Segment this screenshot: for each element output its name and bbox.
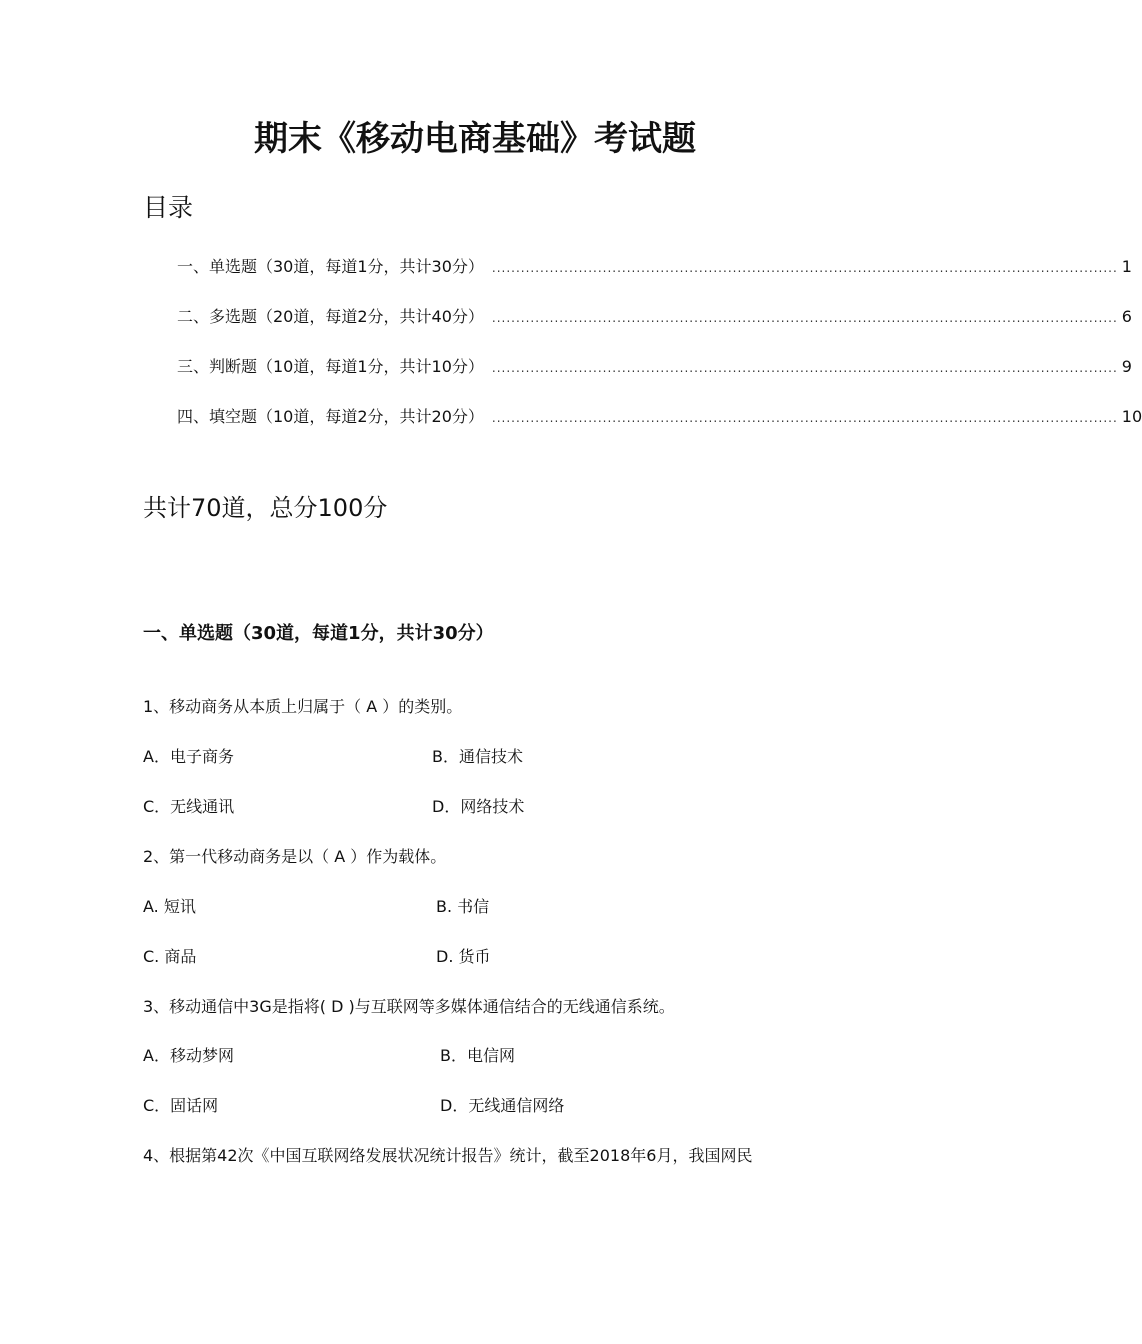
option-b: B．电信网 [440,1046,515,1065]
toc-dot-leader: .................................................................................................................................. [491,311,1118,325]
toc-item-label: 二、多选题（20道，每道2分，共计40分） [177,307,484,326]
total-summary: 共计70道，总分100分 [143,494,388,522]
option-c: C. 商品 [143,947,197,966]
option-d: D. 货币 [436,947,491,966]
toc-item-label: 四、填空题（10道，每道2分，共计20分） [177,407,484,426]
section-heading: 一、单选题（30道，每道1分，共计30分） [143,623,494,644]
question-text: 1、移动商务从本质上归属于（ A ）的类别。 [143,697,463,716]
toc-item-page: 6 [1121,307,1132,326]
toc-item-page: 1 [1121,257,1132,276]
toc-item[interactable] [177,354,1132,380]
option-d: D．网络技术 [432,797,525,816]
option-c: C．固话网 [143,1096,219,1115]
toc-dot-leader: .................................................................................................................................. [491,361,1118,375]
toc-item-page: 9 [1121,357,1132,376]
toc-item-label: 一、单选题（30道，每道1分，共计30分） [177,257,484,276]
option-c: C．无线通讯 [143,797,235,816]
option-b: B. 书信 [436,897,490,916]
document-title: 期末《移动电商基础》考试题 [254,118,696,159]
toc-item[interactable] [177,404,1142,430]
option-d: D．无线通信网络 [440,1096,565,1115]
question-text: 3、移动通信中3G是指将( D )与互联网等多媒体通信结合的无线通信系统。 [143,997,675,1016]
option-a: A．电子商务 [143,747,234,766]
toc-dot-leader: .................................................................................................................................. [491,261,1118,275]
option-a: A. 短讯 [143,897,196,916]
question-text: 4、根据第42次《中国互联网络发展状况统计报告》统计，截至2018年6月，我国网民 [143,1146,753,1165]
question-text: 2、第一代移动商务是以（ A ）作为载体。 [143,847,447,866]
toc-item-page: 10 [1121,407,1142,426]
option-b: B．通信技术 [432,747,523,766]
toc-item-label: 三、判断题（10道，每道1分，共计10分） [177,357,484,376]
toc-heading: 目录 [143,193,194,222]
toc-dot-leader: .................................................................................................................................. [491,411,1118,425]
toc-item[interactable] [177,254,1132,280]
option-a: A．移动梦网 [143,1046,234,1065]
toc-item[interactable] [177,304,1132,330]
